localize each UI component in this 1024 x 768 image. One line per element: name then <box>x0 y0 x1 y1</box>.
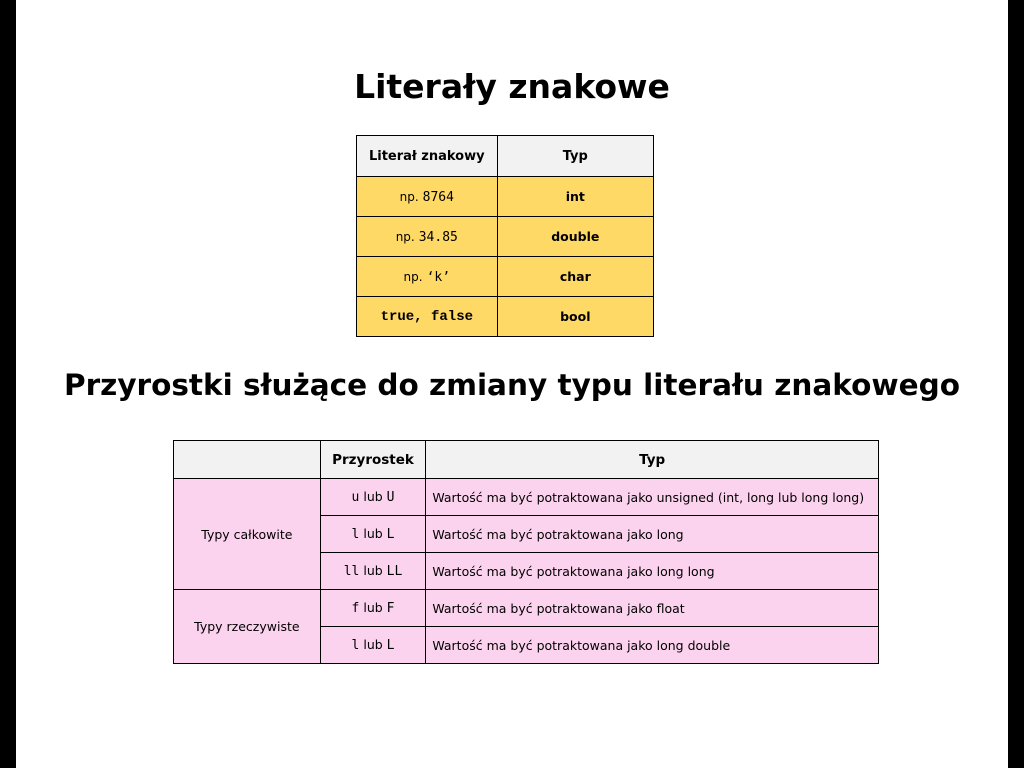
suffix-separator: lub <box>363 563 383 578</box>
literal-cell <box>357 297 498 337</box>
suffix-upper: L <box>386 638 395 653</box>
description-cell: Wartość ma być potraktowana jako long double <box>426 627 879 664</box>
suffix-cell <box>320 479 426 516</box>
slide <box>16 0 1008 768</box>
literals-table <box>356 135 654 337</box>
literal-prefix: np. <box>399 189 419 204</box>
suffix-cell <box>320 627 426 664</box>
suffix-lower: f <box>351 601 360 616</box>
table-row <box>174 590 879 627</box>
suffix-upper: L <box>386 527 395 542</box>
table-row <box>357 297 654 337</box>
suffix-separator: lub <box>363 600 383 615</box>
literal-cell <box>357 217 498 257</box>
table-header-row <box>357 136 654 177</box>
column-header-suffix: Przyrostek <box>320 441 426 479</box>
suffix-upper: U <box>386 490 395 505</box>
category-cell-integer: Typy całkowite <box>174 479 321 590</box>
literal-prefix: np. <box>395 229 415 244</box>
type-cell: char <box>497 257 653 297</box>
table-row <box>357 177 654 217</box>
type-cell: double <box>497 217 653 257</box>
literal-cell <box>357 257 498 297</box>
column-header-type: Typ <box>497 136 653 177</box>
description-cell: Wartość ma być potraktowana jako float <box>426 590 879 627</box>
suffix-lower: l <box>351 527 360 542</box>
description-cell: Wartość ma być potraktowana jako long long <box>426 553 879 590</box>
literal-value: 34.85 <box>418 229 458 245</box>
column-header-type: Typ <box>426 441 879 479</box>
section-title: Przyrostki służące do zmiany typu literału znakowego <box>63 368 961 402</box>
column-header-literal: Literał znakowy <box>357 136 498 177</box>
suffix-lower: l <box>351 638 360 653</box>
description-cell: Wartość ma być potraktowana jako unsigned (int, long lub long long) <box>426 479 879 516</box>
suffix-separator: lub <box>363 637 383 652</box>
type-cell: int <box>497 177 653 217</box>
category-cell-real: Typy rzeczywiste <box>174 590 321 664</box>
suffix-lower: ll <box>343 564 360 579</box>
suffix-separator: lub <box>363 489 383 504</box>
table-row <box>174 479 879 516</box>
suffix-upper: LL <box>386 564 403 579</box>
literal-prefix: np. <box>403 269 423 284</box>
suffix-cell <box>320 553 426 590</box>
suffix-lower: u <box>351 490 360 505</box>
suffix-cell <box>320 590 426 627</box>
suffix-cell <box>320 516 426 553</box>
column-header-category <box>174 441 321 479</box>
slide-title: Literały znakowe <box>354 67 670 106</box>
literal-cell <box>357 177 498 217</box>
suffix-separator: lub <box>363 526 383 541</box>
table-row <box>357 217 654 257</box>
literal-value: ‘k’ <box>426 269 451 285</box>
table-row <box>357 257 654 297</box>
literal-value: true, false <box>380 309 473 325</box>
table-header-row <box>174 441 879 479</box>
literal-value: 8764 <box>422 189 454 205</box>
description-cell: Wartość ma być potraktowana jako long <box>426 516 879 553</box>
suffixes-table <box>173 440 879 664</box>
suffix-upper: F <box>386 601 395 616</box>
type-cell: bool <box>497 297 653 337</box>
